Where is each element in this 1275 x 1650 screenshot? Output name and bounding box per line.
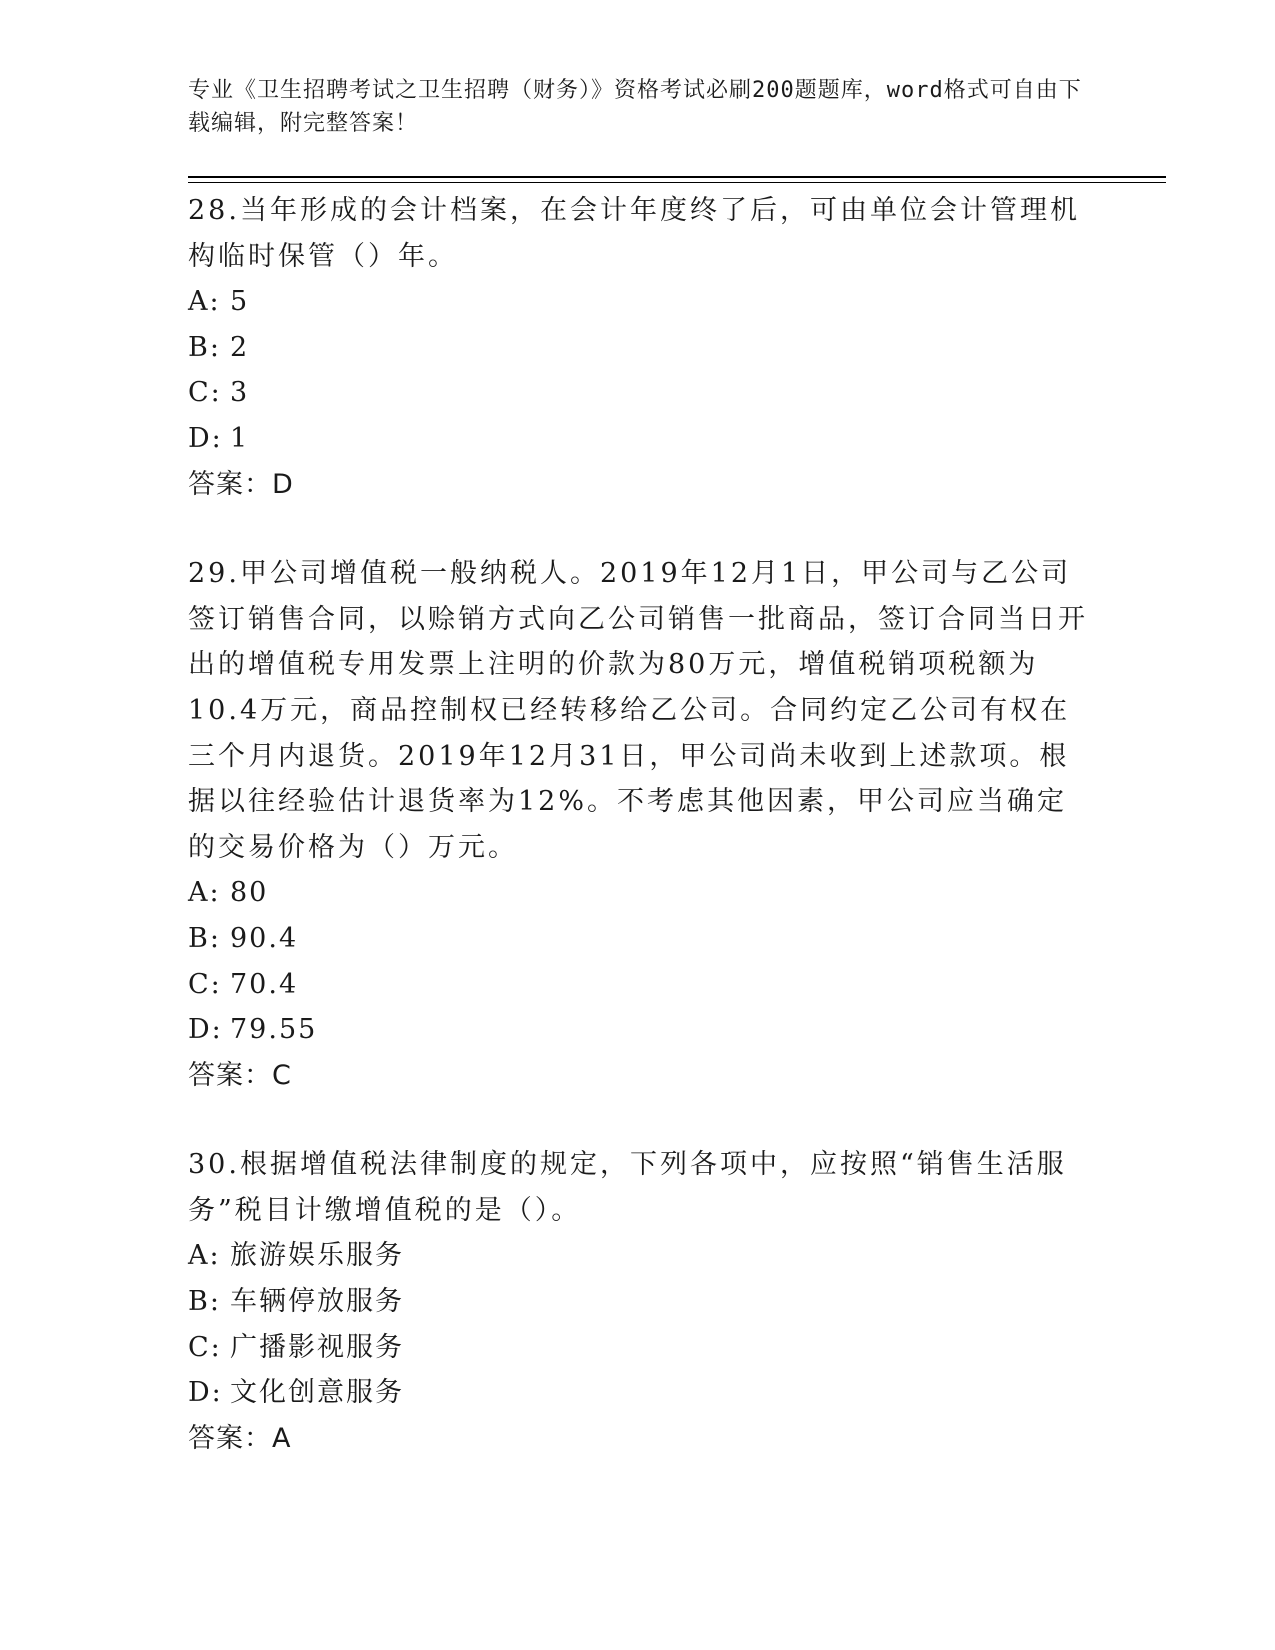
question-list: [188, 188, 1088, 1505]
option-text: 79.55: [230, 1014, 318, 1046]
option-a: [188, 1233, 1088, 1279]
header-divider-thin: [188, 182, 1166, 183]
answer-key: 答案：D: [188, 468, 294, 500]
option-b: [188, 325, 1088, 371]
option-text: 70.4: [230, 968, 299, 1000]
option-label: C:: [188, 968, 222, 1000]
answer-key: 答案：A: [188, 1422, 292, 1454]
option-label: B:: [188, 1286, 221, 1318]
option-text: 2: [230, 331, 250, 363]
option-text: 3: [230, 377, 250, 409]
option-text: 车辆停放服务: [230, 1286, 404, 1318]
question-stem: 30.根据增值税法律制度的规定，下列各项中，应按照“销售生活服务”税目计缴增值税的是（）。: [188, 1149, 1067, 1226]
option-label: A:: [188, 286, 221, 318]
option-a: [188, 279, 1088, 325]
option-b: [188, 1279, 1088, 1325]
document-header: 专业《卫生招聘考试之卫生招聘（财务）》资格考试必刷200题题库，word格式可自由下载编辑，附完整答案！: [188, 78, 1082, 136]
option-text: 广播影视服务: [230, 1331, 404, 1363]
option-a: [188, 870, 1088, 916]
option-label: A:: [188, 877, 221, 909]
option-text: 文化创意服务: [230, 1377, 404, 1409]
option-c: [188, 1325, 1088, 1371]
question-30: [188, 1142, 1088, 1461]
question-stem: 29.甲公司增值税一般纳税人。2019年12月1日，甲公司与乙公司签订销售合同，以赊销方式向乙公司销售一批商品，签订合同当日开出的增值税专用发票上注明的价款为80万元，增值税销项税额为10.4万元，商品控制权已经转移给乙公司。合同约定乙公司有权在三个月内退货。2019年12月31日，甲公司尚未收到上述款项。根据以往经验估计退货率为12%。不考虑其他因素，甲公司应当确定的交易价格为（）万元。: [188, 558, 1088, 863]
option-c: [188, 962, 1088, 1008]
option-label: C:: [188, 1331, 222, 1363]
option-text: 5: [230, 286, 250, 318]
option-label: C:: [188, 377, 222, 409]
option-label: D:: [188, 1014, 223, 1046]
question-28: [188, 188, 1088, 507]
option-text: 旅游娱乐服务: [230, 1240, 404, 1272]
answer-key: 答案：C: [188, 1059, 292, 1091]
option-label: D:: [188, 422, 223, 454]
option-text: 90.4: [230, 922, 299, 954]
option-d: [188, 1370, 1088, 1416]
option-d: [188, 1007, 1088, 1053]
option-c: [188, 370, 1088, 416]
header-divider-thick: [188, 176, 1166, 178]
option-text: 80: [230, 877, 269, 909]
question-stem: 28.当年形成的会计档案，在会计年度终了后，可由单位会计管理机构临时保管（）年。: [188, 195, 1080, 272]
question-29: [188, 551, 1088, 1098]
option-label: D:: [188, 1377, 223, 1409]
option-d: [188, 416, 1088, 462]
option-label: A:: [188, 1240, 221, 1272]
option-b: [188, 916, 1088, 962]
option-label: B:: [188, 331, 221, 363]
option-text: 1: [230, 422, 250, 454]
option-label: B:: [188, 922, 221, 954]
